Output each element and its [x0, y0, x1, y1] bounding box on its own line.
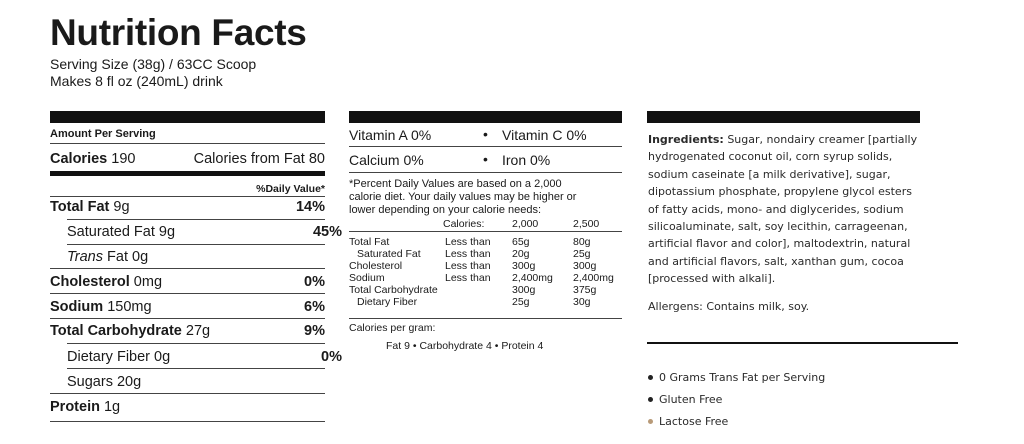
bullet-separator: •: [483, 126, 488, 142]
ingredients-label: Ingredients:: [648, 133, 724, 146]
ingredients-line: sodium caseinate [a milk derivative], sugar,: [648, 167, 891, 181]
dv-2500: 375g: [573, 284, 597, 296]
calories-header: Calories:: [443, 218, 485, 230]
bullet-separator: •: [483, 151, 488, 167]
dv-cond: Less than: [445, 248, 491, 260]
nutrient-name: Sodium: [50, 299, 108, 315]
calories-label: Calories: [50, 151, 108, 167]
serving-size: Serving Size (38g) / 63CC Scoop: [50, 56, 257, 72]
nutrient-amount: Fat 0g: [107, 249, 149, 265]
ingredients-text: [648, 131, 948, 288]
dv-name: Cholesterol: [349, 260, 403, 272]
dv-2500: 80g: [573, 236, 591, 248]
top-bar: [647, 111, 920, 123]
nutrient-amount: 0mg: [133, 274, 163, 290]
dv-cond: Less than: [445, 272, 491, 284]
ingredients-line: silicoaluminate, salt, soy lecithin, carrageenan,: [648, 220, 908, 234]
divider: [349, 146, 622, 147]
daily-value-header: %Daily Value*: [256, 183, 325, 195]
nutrient-row-total-carbohydrate: [50, 322, 325, 340]
bullet-icon: [648, 375, 653, 380]
nutrient-amount: 0g: [154, 349, 171, 365]
dv-2500: 25g: [573, 248, 591, 260]
iron: Iron 0%: [502, 152, 551, 168]
nutrient-percent: 14%: [295, 199, 325, 215]
feature-item: [648, 371, 825, 384]
ingredients-line: hydrogenated coconut oil, corn syrup solids,: [648, 150, 893, 164]
nutrient-row-cholesterol: [50, 273, 325, 291]
nutrient-row-sugars: [50, 373, 342, 391]
dv-2000: 300g: [512, 284, 536, 296]
feature-label: Lactose Free: [659, 415, 729, 428]
dv-cond: Less than: [445, 260, 491, 272]
ingredients-line: and artificial flavors, salt, xanthan gum, cocoa: [648, 254, 904, 268]
ingredients-line: artificial flavor and color], maltodextrin, natural: [648, 237, 911, 251]
divider: [50, 318, 325, 319]
nutrient-name: Trans: [67, 249, 108, 265]
col-2500: 2,500: [573, 218, 600, 230]
footnote-line: lower depending on your calorie needs:: [349, 204, 542, 216]
ingredients-line: [processed with alkali].: [648, 272, 776, 286]
feature-item: [648, 415, 728, 428]
divider: [349, 318, 622, 319]
calories-value: 190: [111, 151, 136, 167]
nutrient-percent: 45%: [312, 224, 342, 240]
nutrient-name: Dietary Fiber: [67, 349, 155, 365]
allergens-text: Allergens: Contains milk, soy.: [648, 300, 810, 313]
nutrient-row-protein: [50, 398, 325, 416]
page-title: Nutrition Facts: [50, 12, 307, 53]
nutrient-name: Protein: [50, 399, 104, 415]
nutrient-name: Sugars: [67, 374, 117, 390]
divider: [67, 244, 325, 245]
ingredients-line: dipotassium phosphate, propylene glycol esters: [648, 185, 912, 199]
makes-drink: Makes 8 fl oz (240mL) drink: [50, 73, 223, 89]
divider: [50, 421, 325, 422]
nutrient-percent: 0%: [304, 274, 325, 290]
vitamin-c: Vitamin C 0%: [502, 127, 587, 143]
bullet-icon: [648, 397, 653, 402]
divider: [50, 293, 325, 294]
nutrient-amount: 1g: [103, 399, 121, 415]
nutrient-amount: 9g: [113, 199, 130, 215]
dv-2000: 2,400mg: [512, 272, 553, 284]
top-bar: [349, 111, 622, 123]
divider: [349, 172, 622, 173]
divider: [67, 219, 325, 220]
ingredients-line: Sugar, nondairy creamer [partially: [723, 133, 918, 146]
nutrient-amount: 9g: [158, 224, 176, 240]
feature-item: [648, 393, 722, 406]
dv-2000: 25g: [512, 296, 530, 308]
dv-2000: 65g: [512, 236, 530, 248]
dv-name: Total Carbohydrate: [349, 284, 438, 296]
divider: [50, 268, 325, 269]
dv-cond: Less than: [445, 236, 491, 248]
calories-per-gram-label: Calories per gram:: [349, 322, 436, 334]
nutrient-name: Cholesterol: [50, 274, 134, 290]
footnote-line: calorie diet. Your daily values may be higher or: [349, 191, 577, 203]
amount-per-serving: Amount Per Serving: [50, 128, 156, 140]
calories-per-gram-values: Fat 9 • Carbohydrate 4 • Protein 4: [386, 340, 544, 352]
dv-2500: 2,400mg: [573, 272, 614, 284]
bullet-icon: [648, 419, 653, 424]
divider: [50, 196, 325, 197]
divider: [647, 342, 958, 344]
nutrient-percent: 0%: [321, 349, 342, 365]
nutrient-row-dietary-fiber: [50, 348, 342, 366]
nutrient-percent: 6%: [304, 299, 325, 315]
ingredients-line: of fatty acids, mono- and diglycerides, sodium: [648, 202, 904, 216]
footnote-line: *Percent Daily Values are based on a 2,000: [349, 178, 562, 190]
top-bar: [50, 111, 325, 123]
nutrient-name: Saturated Fat: [67, 224, 159, 240]
feature-label: Gluten Free: [659, 393, 723, 406]
divider: [349, 231, 622, 232]
divider: [50, 393, 325, 394]
dv-2000: 20g: [512, 248, 530, 260]
nutrient-row-trans-fat: [50, 248, 342, 266]
col-2000: 2,000: [512, 218, 539, 230]
divider: [67, 368, 325, 369]
dv-name: Total Fat: [349, 236, 390, 248]
nutrient-amount: 20g: [116, 374, 142, 390]
nutrient-name: Total Fat: [50, 199, 114, 215]
dv-2500: 30g: [573, 296, 591, 308]
divider-thick: [50, 171, 325, 176]
vitamin-a: Vitamin A 0%: [349, 127, 432, 143]
nutrient-percent: 9%: [304, 323, 325, 339]
nutrient-amount: 27g: [185, 323, 211, 339]
calories-row: [50, 150, 325, 168]
dv-name: Saturated Fat: [357, 248, 421, 260]
nutrient-name: Total Carbohydrate: [50, 323, 186, 339]
dv-name: Sodium: [349, 272, 385, 284]
calcium: Calcium 0%: [349, 152, 424, 168]
dv-2500: 300g: [573, 260, 597, 272]
nutrient-amount: 150mg: [107, 299, 152, 315]
nutrient-row-saturated-fat: [50, 223, 342, 241]
nutrient-row-sodium: [50, 298, 325, 316]
dv-name: Dietary Fiber: [357, 296, 418, 308]
dv-2000: 300g: [512, 260, 536, 272]
divider: [50, 143, 325, 144]
calories-from-fat: Calories from Fat 80: [193, 151, 325, 167]
feature-label: 0 Grams Trans Fat per Serving: [659, 371, 826, 384]
nutrient-row-total-fat: [50, 198, 325, 216]
divider: [67, 343, 325, 344]
